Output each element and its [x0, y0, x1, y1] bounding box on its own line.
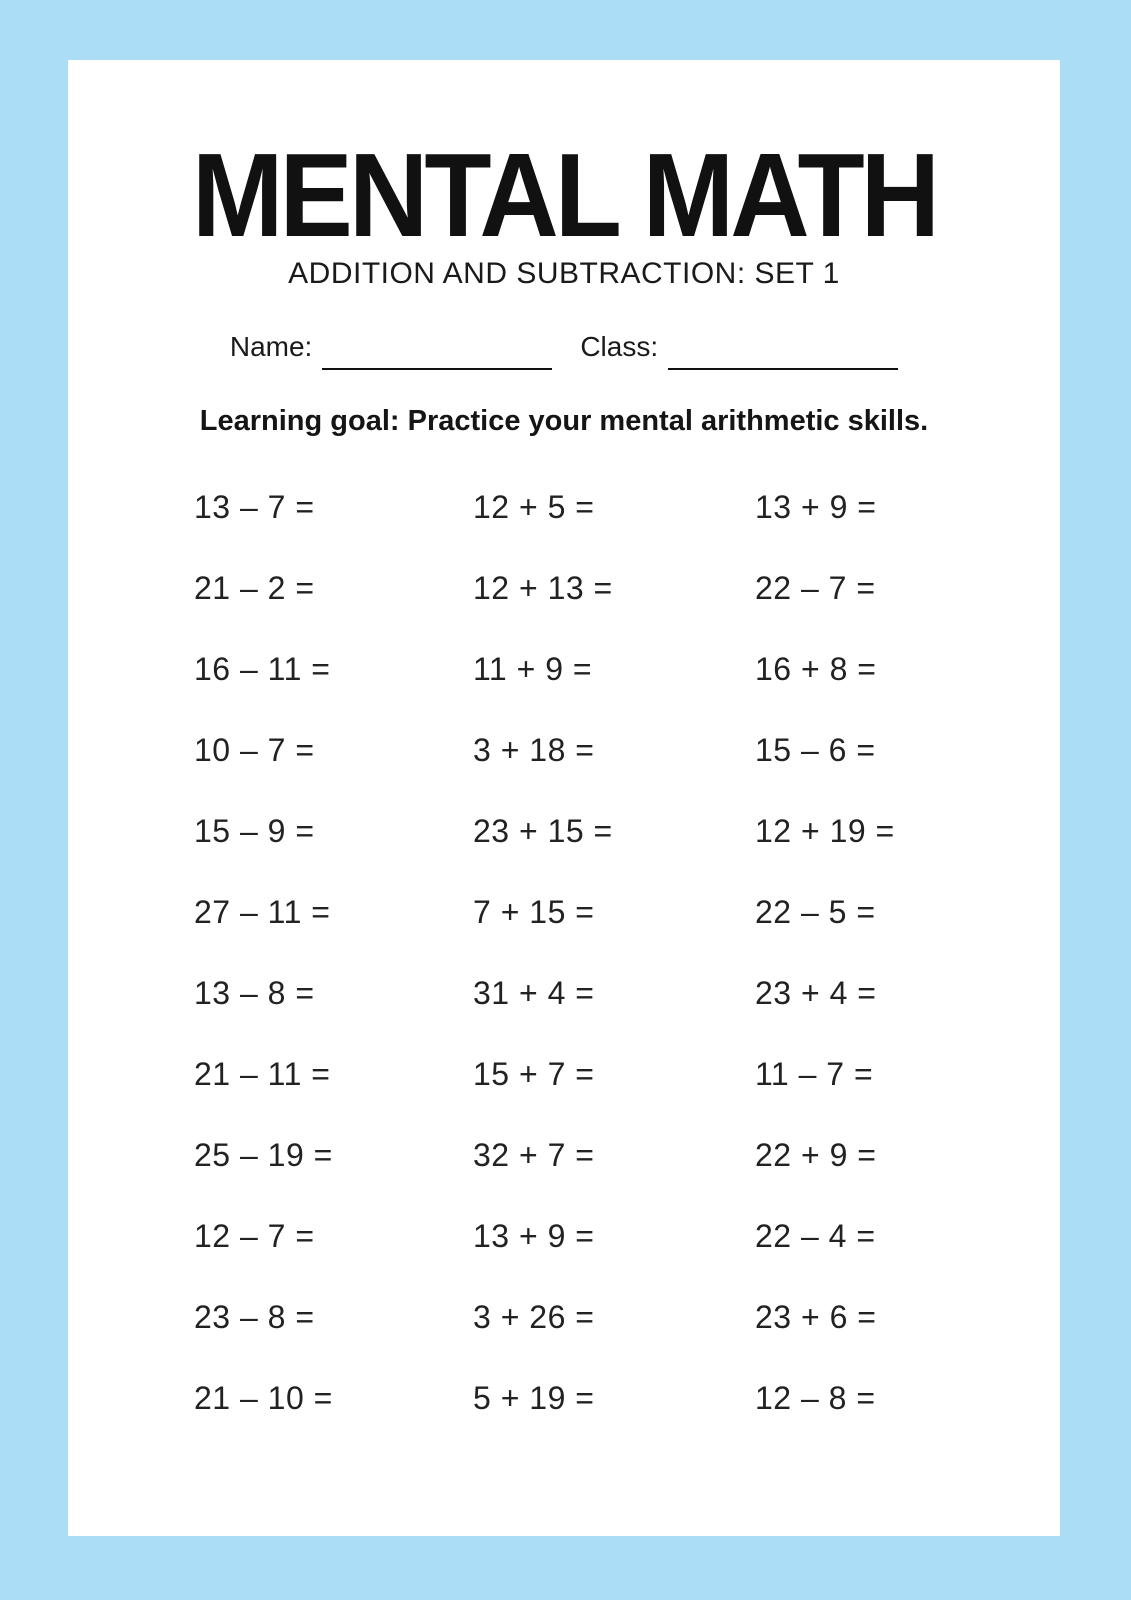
- name-fill-line: [322, 340, 552, 370]
- math-problem: 3 + 18 =: [473, 732, 595, 768]
- math-problem: 16 + 8 =: [755, 651, 877, 687]
- math-problem: 12 + 19 =: [755, 813, 895, 849]
- problems-grid: [68, 467, 1060, 1439]
- worksheet-title: MENTAL MATH: [191, 128, 937, 262]
- math-problem: 12 – 7 =: [194, 1218, 315, 1254]
- problems-row: [68, 872, 1060, 953]
- math-problem: 12 + 13 =: [473, 570, 613, 606]
- problems-row: [68, 629, 1060, 710]
- math-problem: 13 – 7 =: [194, 489, 315, 525]
- math-problem: 3 + 26 =: [473, 1299, 595, 1335]
- math-problem: 10 – 7 =: [194, 732, 315, 768]
- math-problem: 16 – 11 =: [194, 651, 331, 687]
- math-problem: 11 + 9 =: [473, 651, 593, 687]
- math-problem: 7 + 15 =: [473, 894, 595, 930]
- math-problem: 12 – 8 =: [755, 1380, 876, 1416]
- math-problem: 25 – 19 =: [194, 1137, 333, 1173]
- math-problem: 32 + 7 =: [473, 1137, 595, 1173]
- worksheet-subtitle: ADDITION AND SUBTRACTION: SET 1: [288, 257, 840, 290]
- math-problem: 15 + 7 =: [473, 1056, 595, 1092]
- problems-row: [68, 1115, 1060, 1196]
- math-problem: 15 – 9 =: [194, 813, 315, 849]
- math-problem: 27 – 11 =: [194, 894, 331, 930]
- problems-row: [68, 548, 1060, 629]
- class-label: Class:: [580, 331, 659, 362]
- math-problem: 31 + 4 =: [473, 975, 595, 1011]
- problems-row: [68, 791, 1060, 872]
- math-problem: 11 – 7 =: [755, 1056, 874, 1092]
- problems-row: [68, 710, 1060, 791]
- math-problem: 13 + 9 =: [755, 489, 877, 525]
- math-problem: 22 – 7 =: [755, 570, 876, 606]
- math-problem: 21 – 2 =: [194, 570, 315, 606]
- problems-row: [68, 1358, 1060, 1439]
- math-problem: 15 – 6 =: [755, 732, 876, 768]
- name-class-row: [68, 330, 1060, 364]
- name-label: Name:: [229, 331, 313, 362]
- math-problem: 23 + 4 =: [755, 975, 877, 1011]
- problems-row: [68, 1196, 1060, 1277]
- math-problem: 23 + 15 =: [473, 813, 613, 849]
- problems-row: [68, 1277, 1060, 1358]
- math-problem: 22 – 5 =: [755, 894, 876, 930]
- math-problem: 21 – 11 =: [194, 1056, 331, 1092]
- math-problem: 21 – 10 =: [194, 1380, 333, 1416]
- class-fill-line: [668, 340, 898, 370]
- problems-row: [68, 953, 1060, 1034]
- problems-row: [68, 467, 1060, 548]
- math-problem: 13 – 8 =: [194, 975, 315, 1011]
- problems-row: [68, 1034, 1060, 1115]
- learning-goal: Learning goal: Practice your mental arithmetic skills.: [199, 405, 929, 437]
- worksheet-page: [68, 60, 1060, 1536]
- math-problem: 22 + 9 =: [755, 1137, 877, 1173]
- math-problem: 22 – 4 =: [755, 1218, 876, 1254]
- math-problem: 12 + 5 =: [473, 489, 595, 525]
- math-problem: 5 + 19 =: [473, 1380, 595, 1416]
- math-problem: 13 + 9 =: [473, 1218, 595, 1254]
- math-problem: 23 – 8 =: [194, 1299, 315, 1335]
- math-problem: 23 + 6 =: [755, 1299, 877, 1335]
